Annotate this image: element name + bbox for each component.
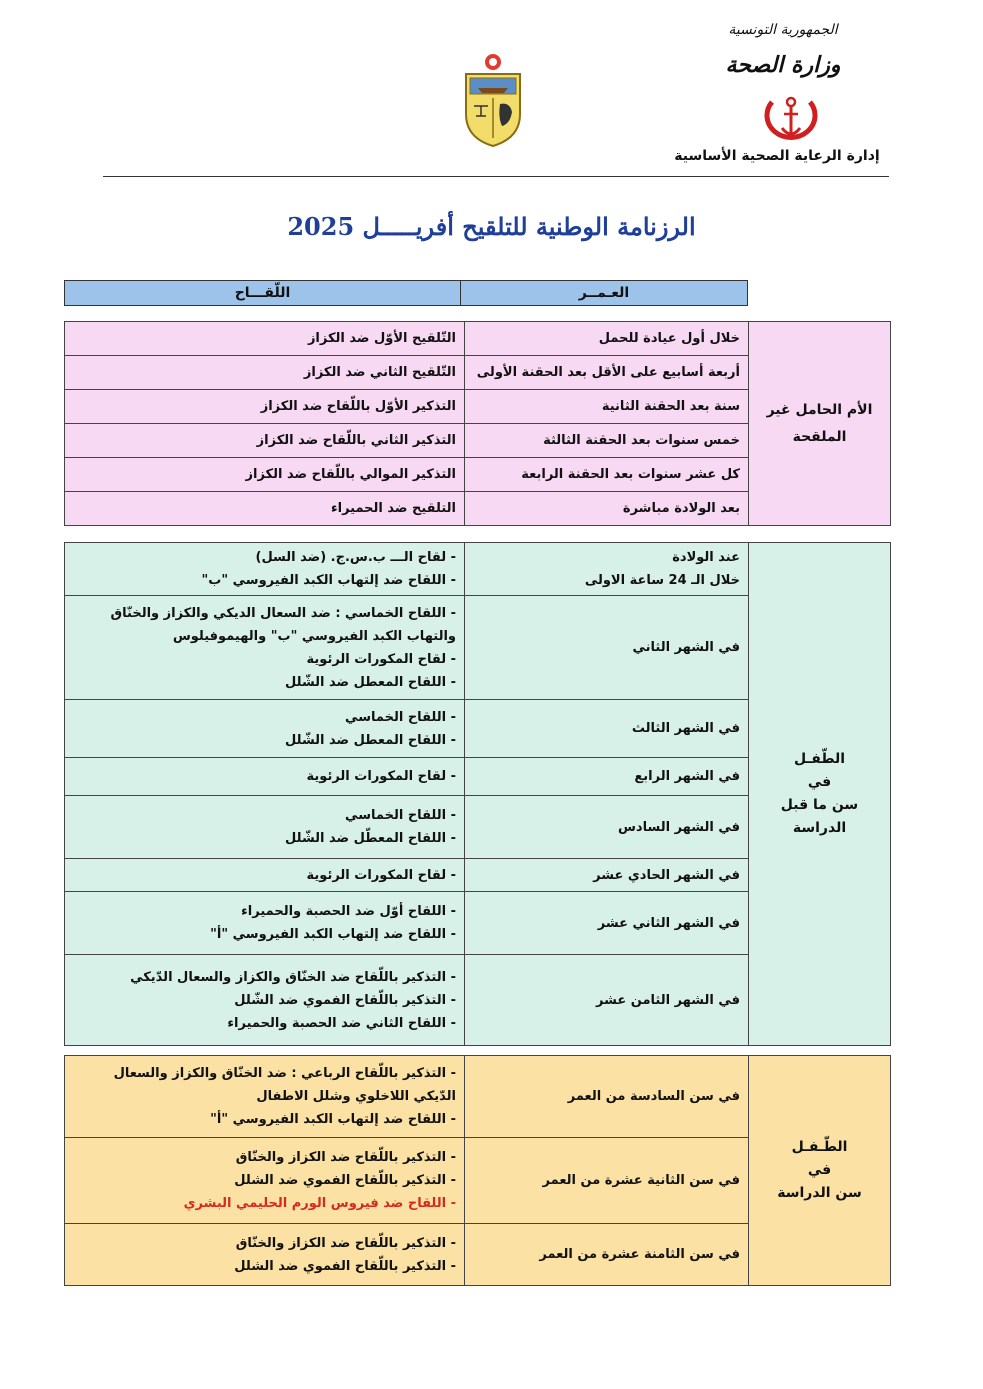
vaccine-line: - التذكير باللّقاح ضد الكزاز والخنّاق (235, 1150, 456, 1165)
vaccine-line: - لقاح الـــ ب.س.ج. (ضد السل) (255, 550, 456, 565)
vaccine-line: - اللقاح الخماسي : ضد السعال الديكي والكزاز والخنّاق (110, 605, 456, 621)
vaccine-line: - اللقاح الخماسي (345, 808, 456, 823)
group-label-line: في (807, 1162, 832, 1178)
hpv-vaccine-line: - اللقاح ضد فيروس الورم الحليمي البشري (183, 1196, 456, 1211)
group-label-line: الطّـفـل (791, 1139, 848, 1155)
age-cell: في الشهر الثاني عشر (465, 892, 749, 955)
vaccine-cell: - لقاح المكورات الرئوية (65, 758, 465, 796)
vaccine-cell: - لقاح المكورات الرئوية (65, 859, 465, 892)
vaccine-line: - اللقاح المعطل ضد الشّلل (285, 674, 456, 690)
page-title: الرزنامة الوطنية للتلقيح أفريـــــل 2025 (287, 212, 696, 241)
school-child-table (64, 1055, 891, 1286)
age-cell: في الشهر الثاني (465, 596, 749, 700)
vaccine-cell: التذكير الموالي باللّقاح ضد الكزاز (65, 458, 465, 492)
health-ministry-logo-icon (760, 92, 822, 146)
header-divider (103, 176, 889, 177)
group-label-line: في (807, 774, 832, 790)
age-line: عند الولادة (672, 550, 740, 565)
age-cell: أربعة أسابيع على الأقل بعد الحقنة الأولى (465, 356, 749, 390)
group-label-line: سن الدراسة (777, 1185, 862, 1201)
age-cell: خمس سنوات بعد الحقنة الثالثة (465, 424, 749, 458)
directorate-name: إدارة الرعاية الصحية الأساسية (674, 148, 880, 164)
vaccine-cell (65, 1138, 465, 1224)
group-label-preschool (749, 543, 891, 1046)
vaccine-line: - التذكير باللّقاح الفموي ضد الشلل (234, 1173, 456, 1188)
age-cell: بعد الولادة مباشرة (465, 492, 749, 526)
group-label-pregnant: الأم الحامل غير الملقحة (749, 322, 891, 526)
vaccine-line: - اللقاح الثاني ضد الحصبة والحميراء (227, 1015, 456, 1031)
age-cell: في الشهر الرابع (465, 758, 749, 796)
vaccine-line: - اللقاح المعطّل ضد الشّلل (285, 831, 456, 846)
age-cell: في الشهر الحادي عشر (465, 859, 749, 892)
column-header-bar (64, 280, 748, 306)
preschool-child-table (64, 542, 891, 1046)
vaccine-line: والتهاب الكبد الفيروسي "ب" والهيموفيلوس (172, 628, 456, 644)
vaccine-line: - اللقاح أوّل ضد الحصبة والحميراء (241, 904, 456, 919)
age-cell: سنة بعد الحقنة الثانية (465, 390, 749, 424)
vaccine-line: - لقاح المكورات الرئوية (306, 651, 456, 667)
vaccine-line: - اللقاح ضد إلتهاب الكبد الفيروسي "أ" (210, 1112, 456, 1127)
vaccine-cell: التذكير الثاني باللّقاح ضد الكزاز (65, 424, 465, 458)
vaccine-line: - التذكير باللّقاح الرباعي : ضد الخنّاق والكزاز والسعال (113, 1066, 456, 1081)
vaccine-cell (65, 892, 465, 955)
table-row (65, 1056, 891, 1138)
vaccine-line: - اللقاح ضد إلتهاب الكبد الفيروسي "أ" (210, 927, 456, 942)
vaccine-line: - اللقاح المعطل ضد الشّلل (285, 732, 456, 748)
vaccine-cell (65, 596, 465, 700)
age-line: خلال الـ 24 ساعة الاولى (584, 573, 740, 588)
age-cell: في سن الثانية عشرة من العمر (465, 1138, 749, 1224)
age-cell (465, 543, 749, 596)
vaccine-cell: التذكير الأوّل باللّقاح ضد الكزاز (65, 390, 465, 424)
vaccine-line: - اللقاح الخماسي (345, 709, 456, 725)
vaccine-line: - التذكير باللّقاح ضد الكزاز والخنّاق (235, 1235, 456, 1251)
vaccine-cell: التّلقيح الأوّل ضد الكزاز (65, 322, 465, 356)
age-cell: كل عشر سنوات بعد الحقنة الرابعة (465, 458, 749, 492)
vaccine-cell (65, 955, 465, 1046)
vaccine-cell: التلقيح ضد الحميراء (65, 492, 465, 526)
vaccine-line: - التذكير باللّقاح ضد الخنّاق والكزاز والسعال الدّيكي (130, 969, 456, 985)
group-label-line: الطّفـل (793, 751, 846, 767)
vaccine-line: - التذكير باللّقاح الفموي ضد الشّلل (234, 992, 456, 1008)
vaccine-cell (65, 796, 465, 859)
tunisia-coat-of-arms-icon (460, 52, 526, 148)
vaccine-line: الدّيكي اللاخلوي وشلل الاطفال (256, 1089, 456, 1104)
age-cell: في الشهر الثالث (465, 700, 749, 758)
ministry-header-line2: وزارة الصحة (725, 52, 841, 78)
vaccine-cell (65, 1224, 465, 1286)
vaccine-line: - اللقاح ضد إلتهاب الكبد الفيروسي "ب" (201, 573, 456, 588)
group-label-line: سن ما قبل الدراسة (780, 797, 859, 836)
age-cell: في سن السادسة من العمر (465, 1056, 749, 1138)
vaccine-cell (65, 543, 465, 596)
column-header-age: العـمــر (460, 281, 747, 305)
vaccine-cell (65, 1056, 465, 1138)
vaccine-cell (65, 700, 465, 758)
vaccine-line: - التذكير باللّقاح الفموي ضد الشلل (234, 1258, 456, 1274)
table-row (65, 322, 891, 356)
age-cell: خلال أول عيادة للحمل (465, 322, 749, 356)
age-cell: في الشهر السادس (465, 796, 749, 859)
column-header-vaccine: اللّقـــاح (234, 285, 291, 301)
age-cell: في الشهر الثامن عشر (465, 955, 749, 1046)
pregnant-mother-table (64, 321, 891, 526)
group-label-school (749, 1056, 891, 1286)
vaccine-cell: التّلقيح الثاني ضد الكزاز (65, 356, 465, 390)
table-row (65, 543, 891, 596)
age-cell: في سن الثامنة عشرة من العمر (465, 1224, 749, 1286)
ministry-header-line1: الجمهورية التونسية (728, 22, 838, 38)
